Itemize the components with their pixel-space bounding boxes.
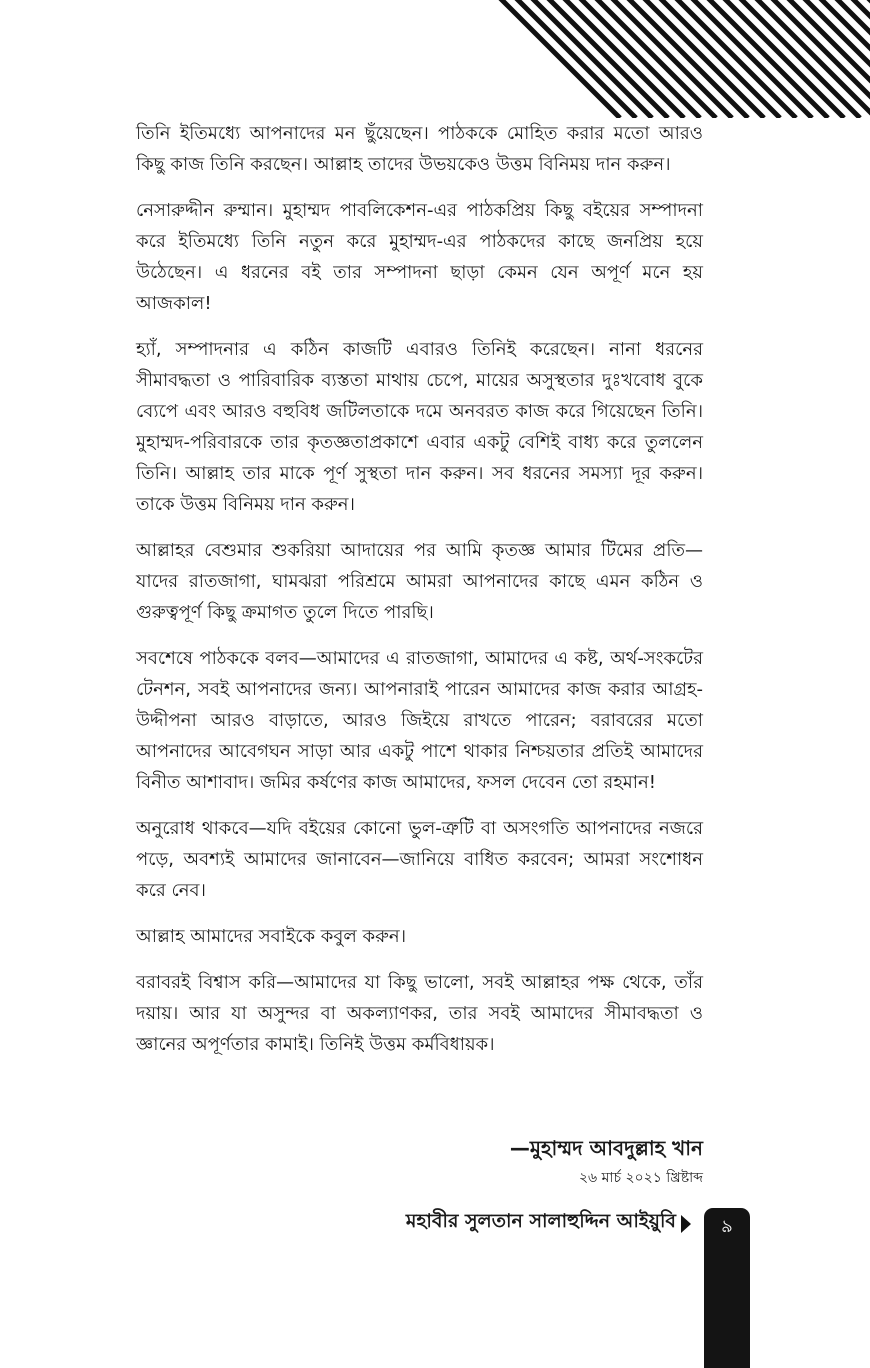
- page-number-tab: [704, 1208, 750, 1368]
- page-number: ৯: [721, 1216, 733, 1237]
- corner-stripe-decoration: [498, 0, 870, 118]
- paragraph: আল্লাহ আমাদের সবাইকে কবুল করুন।: [136, 926, 407, 947]
- paragraph: হ্যাঁ, সম্পাদনার এ কঠিন কাজটি এবারও তিনিই করেছেন। নানা ধরনের সীমাবদ্ধতা ও পারিবারিক ব্যস্ততা মাথায় চেপে, মায়ের অসুস্থতার দুঃখবোধ বুকে ব্যেপে এবং আরও বহুবিধ জটিলতাকে দমে অনবরত কাজ করে গিয়েছেন তিনি। মুহাম্মদ-পরিবারকে তার কৃতজ্ঞতাপ্রকাশে এবার একটু বেশিই বাধ্য করে তুললেন তিনি। আল্লাহ তার মাকে পূর্ণ সুস্থতা দান করুন। সব ধরনের সমস্যা দূর করুন। তাকে উত্তম বিনিময় দান করুন।: [136, 339, 703, 515]
- paragraph: আল্লাহর বেশুমার শুকরিয়া আদায়ের পর আমি কৃতজ্ঞ আমার টিমের প্রতি—যাদের রাতজাগা, ঘামঝরা পরিশ্রমে আমরা আপনাদের কাছে এমন কঠিন ও গুরুত্বপূর্ণ কিছু ক্রমাগত তুলে দিতে পারছি।: [136, 540, 703, 623]
- running-footer-title: মহাবীর সুলতান সালাহুদ্দিন আইয়ুবি: [405, 1210, 676, 1232]
- paragraph: অনুরোধ থাকবে—যদি বইয়ের কোনো ভুল-ত্রুটি বা অসংগতি আপনাদের নজরে পড়ে, অবশ্যই আমাদের জানাবেন—জানিয়ে বাধিত করবেন; আমরা সংশোধন করে নেব।: [136, 818, 703, 901]
- paragraph: তিনি ইতিমধ্যে আপনাদের মন ছুঁয়েছেন। পাঠককে মোহিত করার মতো আরও কিছু কাজ তিনি করছেন। আল্লাহ তাদের উভয়কেও উত্তম বিনিময় দান করুন।: [136, 123, 703, 175]
- paragraph: বরাবরই বিশ্বাস করি—আমাদের যা কিছু ভালো, সবই আল্লাহর পক্ষ থেকে, তাঁর দয়ায়। আর যা অসুন্দর বা অকল্যাণকর, তার সবই আমাদের সীমাবদ্ধতা ও জ্ঞানের অপূর্ণতার কামাই। তিনিই উত্তম কর্মবিধায়ক।: [136, 972, 703, 1055]
- paragraph: সবশেষে পাঠককে বলব—আমাদের এ রাতজাগা, আমাদের এ কষ্ট, অর্থ-সংকটের টেনশন, সবই আপনাদের জন্য। আপনারাই পারেন আমাদের কাজ করার আগ্রহ-উদ্দীপনা আরও বাড়াতে, আরও জিইয়ে রাখতে পারেন; বরাবরের মতো আপনাদের আবেগঘন সাড়া আর একটু পাশে থাকার নিশ্চয়তার প্রতিই আমাদের বিনীত আশাবাদ। জমির কর্ষণের কাজ আমাদের, ফসল দেবেন তো রহমান!: [136, 648, 703, 793]
- body-text: [136, 118, 703, 1075]
- signature-date: ২৬ মার্চ ২০২১ খ্রিষ্টাব্দ: [578, 1170, 703, 1186]
- signature-name: —মুহাম্মদ আবদুল্লাহ খান: [509, 1136, 703, 1160]
- paragraph: নেসারুদ্দীন রুম্মান। মুহাম্মদ পাবলিকেশন-এর পাঠকপ্রিয় কিছু বইয়ের সম্পাদনা করে ইতিমধ্যে তিনি নতুন করে মুহাম্মদ-এর পাঠকদের কাছে জনপ্রিয় হয়ে উঠেছেন। এ ধরনের বই তার সম্পাদনা ছাড়া কেমন যেন অপূর্ণ মনে হয় আজকাল!: [136, 200, 703, 314]
- triangle-right-icon: [681, 1215, 691, 1233]
